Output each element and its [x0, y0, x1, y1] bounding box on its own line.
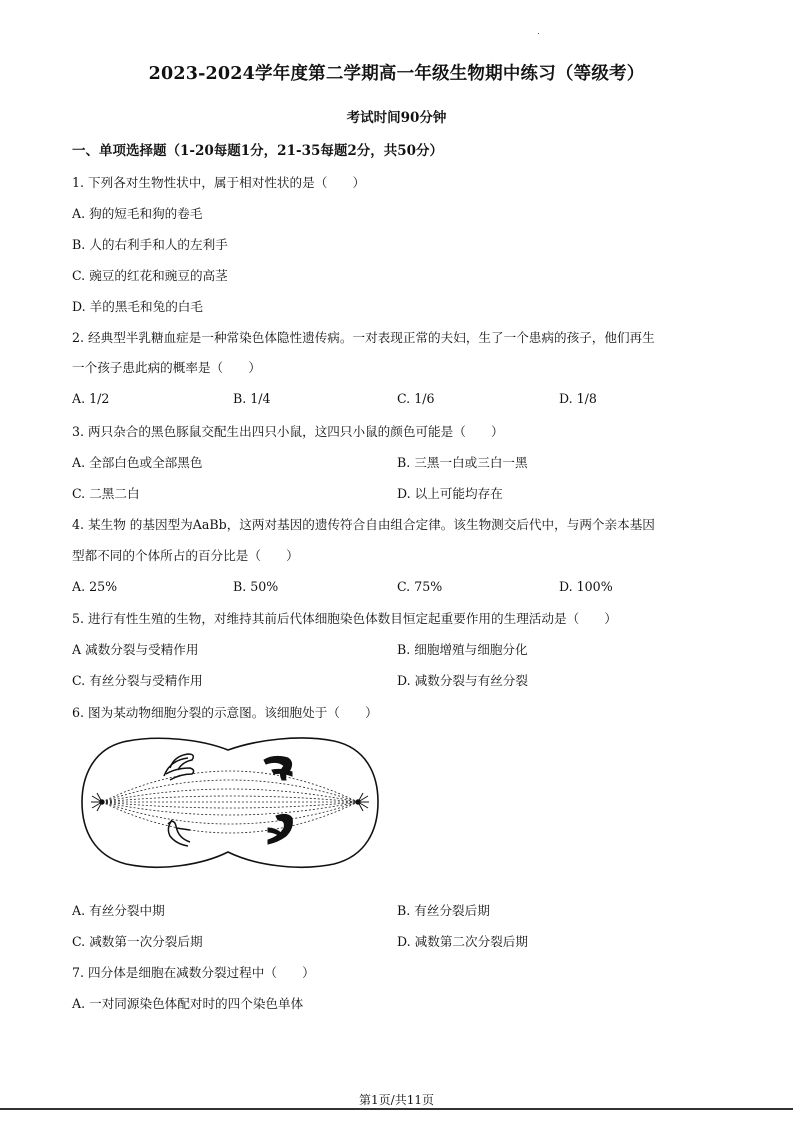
q3-option-d: D. 以上可能均存在 — [397, 486, 503, 501]
q1-option-c: C. 豌豆的红花和豌豆的高茎 — [72, 268, 228, 283]
q4-option-d: D. 100% — [559, 579, 613, 594]
q2-option-b: B. 1/4 — [233, 391, 271, 406]
q3-option-b: B. 三黑一白或三白一黑 — [397, 455, 528, 470]
q1-option-b: B. 人的右利手和人的左利手 — [72, 237, 228, 252]
q4-option-a: A. 25% — [72, 579, 118, 594]
chromosome-lower-right — [268, 814, 292, 844]
q6-option-a: A. 有丝分裂中期 — [72, 903, 165, 918]
q2-stem-line2: 一个孩子患此病的概率是（ ） — [72, 360, 261, 375]
chromosome-upper-right — [264, 756, 292, 780]
page-number: 第1页/共11页 — [359, 1093, 434, 1107]
q4-stem-line1: 4. 某生物 的基因型为AaBb，这两对基因的遗传符合自由组合定律。该生物测交后代中，与两个亲本基因 — [72, 517, 655, 532]
q7-option-a: A. 一对同源染色体配对时的四个染色单体 — [72, 996, 304, 1011]
q4-stem-line2: 型都不同的个体所占的百分比是（ ） — [72, 548, 299, 563]
scan-dot — [538, 33, 539, 34]
q1-option-d: D. 羊的黑毛和兔的白毛 — [72, 299, 203, 314]
q1-stem: 1. 下列各对生物性状中，属于相对性状的是（ ） — [72, 175, 366, 190]
q5-option-b: B. 细胞增殖与细胞分化 — [397, 642, 528, 657]
q2-stem-line1: 2. 经典型半乳糖血症是一种常染色体隐性遗传病。一对表现正常的夫妇，生了一个患病的孩子，他们再生 — [72, 330, 655, 345]
bottom-rule — [0, 1108, 793, 1110]
q2-option-a: A. 1/2 — [72, 391, 110, 406]
q5-stem: 5. 进行有性生殖的生物，对维持其前后代体细胞染色体数目恒定起重要作用的生理活动是（ ） — [72, 611, 617, 626]
q6-option-d: D. 减数第二次分裂后期 — [397, 934, 528, 949]
chromosome-lower-left — [168, 820, 190, 846]
q6-option-b: B. 有丝分裂后期 — [397, 903, 490, 918]
q4-option-b: B. 50% — [233, 579, 279, 594]
section-heading: 一、单项选择题（1-20每题1分，21-35每题2分，共50分） — [72, 143, 444, 159]
q6-option-c: C. 减数第一次分裂后期 — [72, 934, 203, 949]
q5-option-d: D. 减数分裂与有丝分裂 — [397, 673, 528, 688]
exam-title: 2023-2024学年度第二学期高一年级生物期中练习（等级考） — [148, 64, 645, 84]
q5-option-c: C. 有丝分裂与受精作用 — [72, 673, 203, 688]
q2-option-c: C. 1/6 — [397, 391, 435, 406]
cell-membrane — [82, 738, 378, 867]
cell-division-figure — [78, 730, 384, 874]
q2-option-d: D. 1/8 — [559, 391, 597, 406]
centrosome-right — [356, 793, 369, 811]
q7-stem: 7. 四分体是细胞在减数分裂过程中（ ） — [72, 965, 315, 980]
q3-option-c: C. 二黑二白 — [72, 486, 140, 501]
chromosome-upper-left — [164, 754, 194, 780]
q4-option-c: C. 75% — [397, 579, 443, 594]
exam-duration: 考试时间90分钟 — [346, 110, 447, 126]
centrosome-left — [91, 793, 104, 811]
spindle-fibers — [102, 771, 358, 833]
q3-option-a: A. 全部白色或全部黑色 — [72, 455, 203, 470]
q5-option-a: A 减数分裂与受精作用 — [72, 642, 199, 657]
q1-option-a: A. 狗的短毛和狗的卷毛 — [72, 206, 203, 221]
q3-stem: 3. 两只杂合的黑色豚鼠交配生出四只小鼠，这四只小鼠的颜色可能是（ ） — [72, 424, 504, 439]
q6-stem: 6. 图为某动物细胞分裂的示意图。该细胞处于（ ） — [72, 705, 378, 720]
